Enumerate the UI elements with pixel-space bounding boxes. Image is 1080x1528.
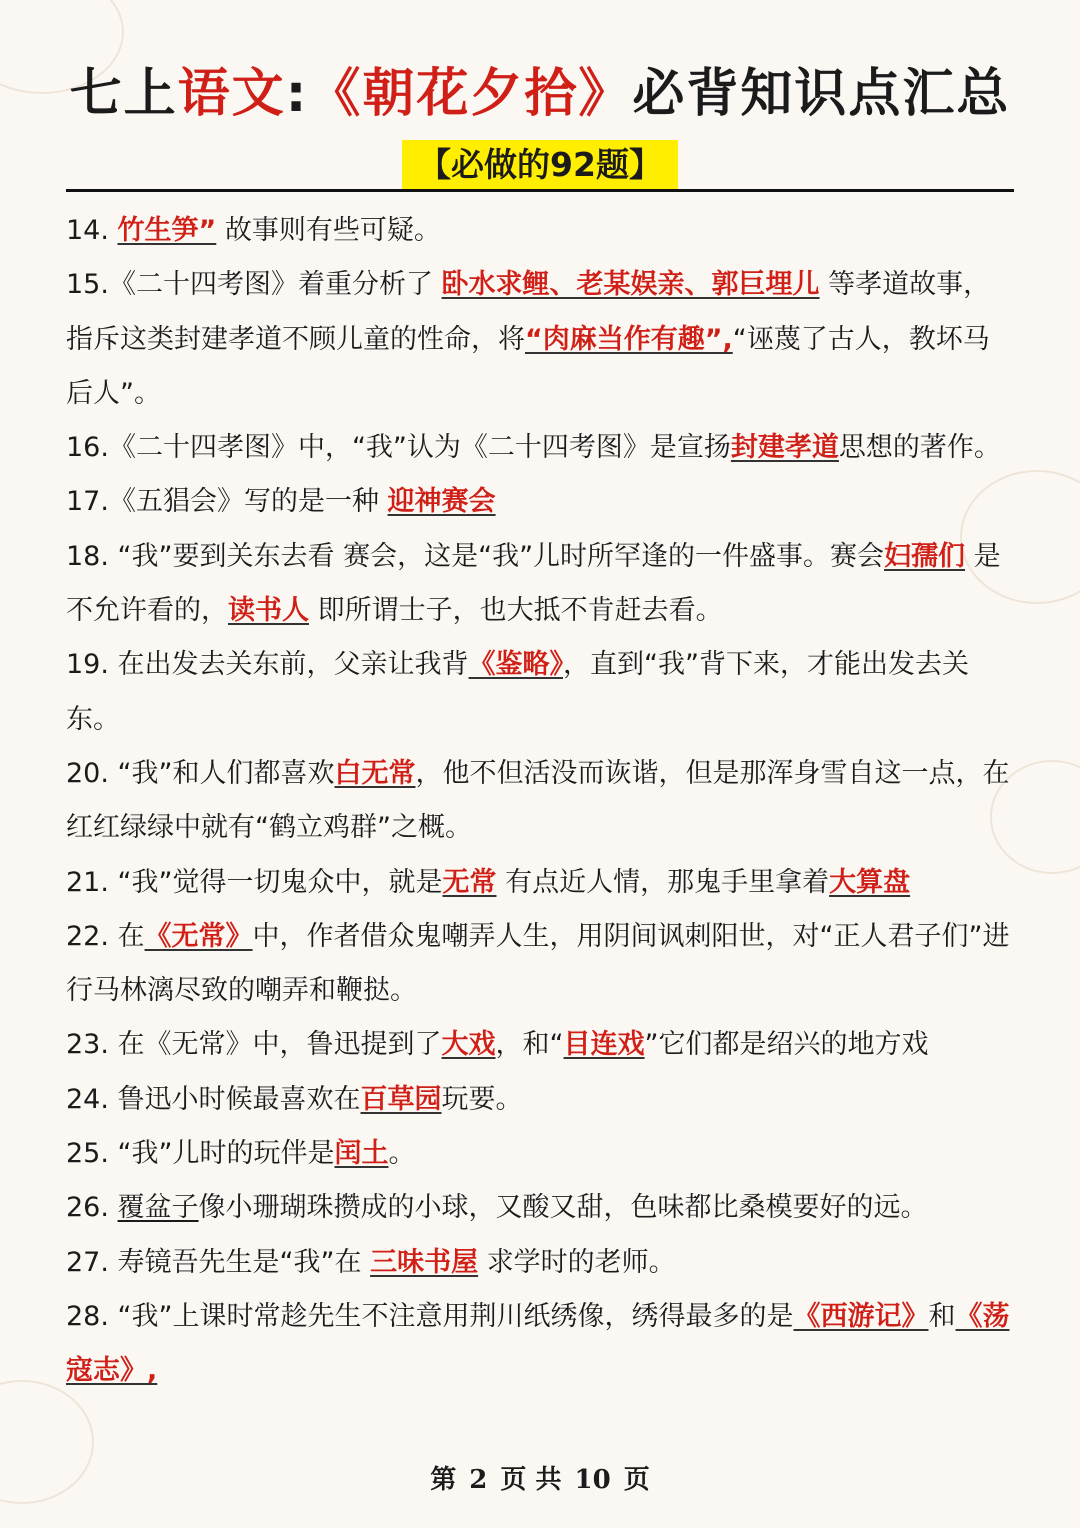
question-text: “诬蔑了古人，教坏马后人”。 (66, 323, 990, 409)
answer-text: 封建孝道 (730, 432, 839, 464)
footer-text: 第 (430, 1465, 457, 1495)
question-text: 思想的著作。 (838, 432, 1001, 464)
answer-text: 白无常 (334, 757, 416, 789)
question-20 (66, 747, 1016, 856)
title-part: 七上 (69, 64, 178, 124)
question-text: 15.《二十四考图》着重分析了 (66, 269, 433, 301)
question-21 (66, 856, 1016, 910)
question-19 (66, 638, 1016, 747)
question-text: 故事则有些可疑。 (224, 215, 441, 246)
question-14 (66, 204, 1016, 258)
question-text: 求学时的老师。 (486, 1246, 676, 1278)
answer-text: 无常 (442, 866, 497, 898)
footer-text: 页 (623, 1465, 650, 1495)
answer-text: 目连戏 (563, 1029, 645, 1061)
answer-text: 百草园 (360, 1083, 442, 1115)
question-text: ，他不但活没而诙谐，但是那浑身雪自这一点，在红红绿绿中就有“鹤立鸡群”之概。 (66, 757, 1010, 844)
question-text: 和 (928, 1300, 956, 1332)
total-pages: 10 (574, 1465, 611, 1495)
question-16 (66, 421, 1016, 475)
question-text: 是不允许看的， (66, 540, 1001, 627)
question-23 (66, 1018, 1016, 1072)
title-part: 语文 (177, 64, 286, 124)
question-text: 26. (66, 1192, 109, 1224)
question-24 (66, 1073, 1016, 1127)
question-text: 22. 在 (66, 920, 145, 952)
divider-line (66, 189, 1014, 192)
question-text: 玩要。 (441, 1083, 523, 1115)
answer-text: 迎神赛会 (387, 486, 496, 518)
question-text: 。 (388, 1138, 416, 1170)
subtitle-badge: 【必做的92题】 (402, 140, 678, 190)
question-text: 25. “我”儿时的玩伴是 (66, 1138, 335, 1170)
question-27 (66, 1236, 1016, 1290)
question-text: 19. 在出发去关东前，父亲让我背 (66, 649, 469, 681)
underlined-text: 覆盆子 (117, 1192, 199, 1224)
question-text: 18. “我”要到关东去看 赛会，这是“我”儿时所罕逢的一件盛事。赛会 (66, 540, 885, 572)
question-text: 中，作者借众鬼嘲弄人生，用阴间讽刺阳世，对“正人君子们”进行马林漓尽致的嘲弄和鞭挞。 (66, 920, 1010, 1007)
question-25 (66, 1127, 1016, 1181)
question-text: 27. 寿镜吾先生是“我”在 (66, 1246, 362, 1278)
question-text: 即所谓士子，也大抵不肯赶去看。 (317, 595, 723, 627)
answer-text: 卧水求鲤、老某娱亲、郭巨埋儿 (441, 269, 820, 301)
question-text: 28. “我”上课时常趁先生不注意用荆川纸绣像，绣得最多的是 (66, 1300, 794, 1332)
question-text: 有点近人情，那鬼手里拿着 (505, 866, 830, 898)
question-text: 等孝道故事，指斥这类封建孝道不顾儿童的性命，将 (66, 269, 991, 355)
answer-text: 妇孺们 (884, 540, 966, 572)
answer-text: “肉麻当作有趣”, (525, 323, 733, 355)
question-text: 20. “我”和人们都喜欢 (66, 757, 335, 789)
question-text: 14. (66, 215, 109, 246)
footer-text: 页 共 (500, 1465, 562, 1495)
question-text: 16.《二十四孝图》中，“我”认为《二十四考图》是宣扬 (66, 432, 731, 464)
question-15 (66, 258, 1016, 421)
question-text: 像小珊瑚珠攒成的小球，又酸又甜，色味都比桑模要好的远。 (198, 1192, 928, 1224)
answer-text: 大算盘 (829, 866, 911, 898)
page-footer (0, 1458, 1080, 1502)
answer-text: 《西游记》 (793, 1300, 929, 1332)
question-26 (66, 1181, 1016, 1235)
answer-text: 三味书屋 (370, 1246, 479, 1278)
answer-text: 《无常》 (144, 920, 253, 952)
question-text: ，和“ (495, 1029, 564, 1061)
question-22 (66, 910, 1016, 1019)
question-text: 23. 在《无常》中，鲁迅提到了 (66, 1029, 442, 1061)
question-18 (66, 530, 1016, 639)
question-list (66, 204, 1016, 1399)
question-text: 17.《五猖会》写的是一种 (66, 486, 379, 518)
question-text: ”它们都是绍兴的地方戏 (644, 1029, 929, 1061)
answer-text: 竹生笋” (117, 215, 217, 246)
question-text: ，直到“我”背下来，才能出发去关东。 (66, 649, 970, 735)
title-part: : (285, 64, 309, 124)
answer-text: 《荡寇志》, (66, 1300, 1010, 1387)
page-title (0, 58, 1080, 130)
answer-text: 《鉴略》 (468, 649, 564, 681)
title-book-name: 《朝花夕拾》 (308, 64, 633, 124)
question-28 (66, 1290, 1016, 1399)
answer-text: 大戏 (441, 1029, 496, 1061)
answer-text: 闰土 (334, 1138, 389, 1170)
answer-text: 读书人 (228, 595, 309, 627)
question-text: 21. “我”觉得一切鬼众中，就是 (66, 866, 443, 898)
question-17 (66, 475, 1016, 529)
title-part: 必背知识点汇总 (632, 64, 1011, 124)
page-number: 2 (469, 1465, 488, 1495)
question-text: 24. 鲁迅小时候最喜欢在 (66, 1083, 361, 1115)
